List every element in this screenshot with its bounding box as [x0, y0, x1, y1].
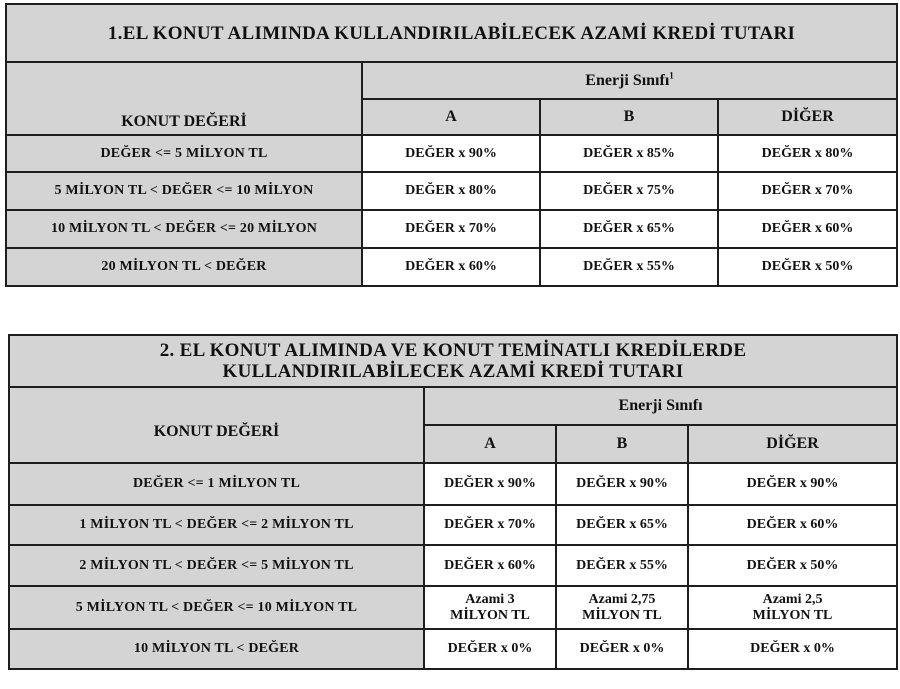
cell-value: DEĞER x 80%: [718, 135, 897, 172]
cell-value-line2: MİLYON TL: [582, 607, 662, 623]
cell-value: DEĞER x 90%: [688, 463, 897, 505]
table-row: [9, 586, 897, 629]
table2-col-diger: DİĞER: [688, 425, 897, 463]
table2-title: [9, 335, 897, 387]
table-first-hand-housing-loan-limits: [5, 3, 898, 287]
cell-value: DEĞER x 0%: [424, 629, 556, 669]
cell-value: DEĞER x 65%: [556, 505, 688, 545]
table2-row-header: KONUT DEĞERİ: [9, 387, 424, 463]
table1-title: 1.EL KONUT ALIMINDA KULLANDIRILABİLECEK AZAMİ KREDİ TUTARI: [6, 4, 897, 62]
table2-col-a: A: [424, 425, 556, 463]
cell-value: DEĞER x 80%: [362, 172, 540, 210]
cell-value: DEĞER x 70%: [424, 505, 556, 545]
cell-value-line1: Azami 2,75: [588, 591, 656, 607]
cell-value: DEĞER x 90%: [424, 463, 556, 505]
cell-value: DEĞER x 0%: [688, 629, 897, 669]
cell-value: DEĞER x 55%: [540, 248, 718, 286]
row-label: 5 MİLYON TL < DEĞER <= 10 MİLYON TL: [9, 586, 424, 629]
cell-value: DEĞER x 90%: [556, 463, 688, 505]
cell-value: DEĞER x 60%: [688, 505, 897, 545]
cell-value: DEĞER x 50%: [718, 248, 897, 286]
row-label: 5 MİLYON TL < DEĞER <= 10 MİLYON: [6, 172, 362, 210]
table1-col-b: B: [540, 99, 718, 135]
cell-value: DEĞER x 0%: [556, 629, 688, 669]
table1-col-a: A: [362, 99, 540, 135]
cell-value-line2: MİLYON TL: [752, 607, 833, 623]
table-row: [6, 210, 897, 248]
row-label: 20 MİLYON TL < DEĞER: [6, 248, 362, 286]
cell-value: DEĞER x 65%: [540, 210, 718, 248]
table2-title-line1: 2. EL KONUT ALIMINDA VE KONUT TEMİNATLI KREDİLERDE: [159, 340, 747, 361]
cell-value: DEĞER x 50%: [688, 545, 897, 586]
table-row: [6, 135, 897, 172]
table-row: [9, 545, 897, 586]
table2-energy-class-header: Enerji Sınıfı: [424, 387, 897, 425]
cell-value: DEĞER x 70%: [718, 172, 897, 210]
row-label: 10 MİLYON TL < DEĞER: [9, 629, 424, 669]
cell-value-line2: MİLYON TL: [450, 607, 530, 623]
table2-col-b: B: [556, 425, 688, 463]
cell-value-line1: Azami 3: [465, 591, 515, 607]
table1-energy-class-header: [362, 62, 897, 99]
table-row: [6, 172, 897, 210]
table-row: [6, 248, 897, 286]
table-row: [9, 505, 897, 545]
table-second-hand-and-secured-loan-limits: [8, 334, 898, 670]
row-label: 2 MİLYON TL < DEĞER <= 5 MİLYON TL: [9, 545, 424, 586]
row-label: 1 MİLYON TL < DEĞER <= 2 MİLYON TL: [9, 505, 424, 545]
cell-value: DEĞER x 85%: [540, 135, 718, 172]
table1-energy-class-label: Enerji Sınıfı: [585, 71, 670, 89]
table-row: [9, 463, 897, 505]
table2-title-line2: KULLANDIRILABİLECEK AZAMİ KREDİ TUTARI: [222, 361, 684, 382]
cell-value: DEĞER x 75%: [540, 172, 718, 210]
table1-col-diger: DİĞER: [718, 99, 897, 135]
cell-value: [424, 586, 556, 629]
table1-row-header: KONUT DEĞERİ: [6, 62, 362, 135]
row-label: 10 MİLYON TL < DEĞER <= 20 MİLYON: [6, 210, 362, 248]
cell-value: DEĞER x 55%: [556, 545, 688, 586]
row-label: DEĞER <= 1 MİLYON TL: [9, 463, 424, 505]
cell-value: [688, 586, 897, 629]
cell-value: DEĞER x 60%: [424, 545, 556, 586]
cell-value: DEĞER x 90%: [362, 135, 540, 172]
cell-value-line1: Azami 2,5: [762, 591, 823, 607]
table-row: [9, 629, 897, 669]
cell-value: DEĞER x 60%: [362, 248, 540, 286]
table1-footnote-marker: 1: [669, 70, 674, 81]
cell-value: DEĞER x 60%: [718, 210, 897, 248]
cell-value: [556, 586, 688, 629]
cell-value: DEĞER x 70%: [362, 210, 540, 248]
row-label: DEĞER <= 5 MİLYON TL: [6, 135, 362, 172]
